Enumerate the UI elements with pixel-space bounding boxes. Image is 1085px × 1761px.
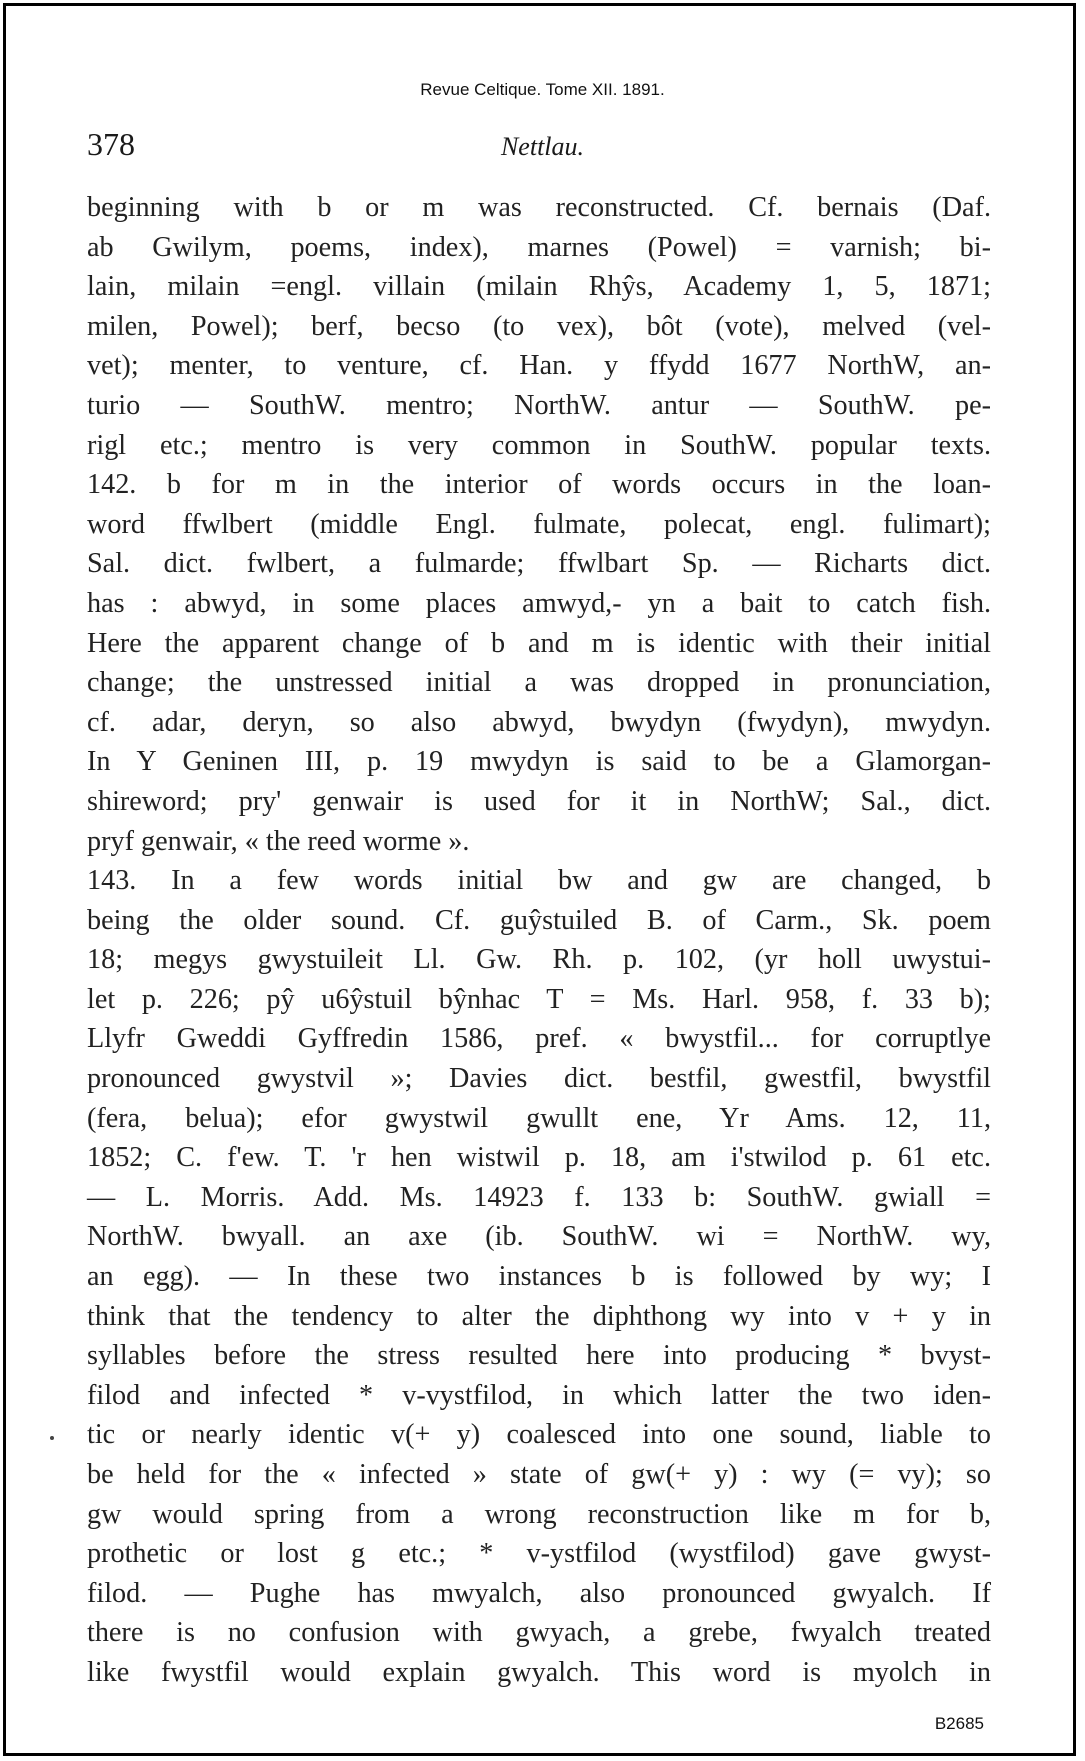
text-line: shireword; pry' genwair is used for it in NorthW; Sal., dict. (87, 785, 991, 817)
text-line: prothetic or lost g etc.; * v-ystfilod (wystfilod) gave gwyst- (87, 1538, 991, 1570)
text-line: an egg). — In these two instances b is followed by wy; I (87, 1261, 991, 1293)
text-line: pronounced gwystvil »; Davies dict. bestfil, gwestfil, bwystfil (87, 1063, 991, 1095)
text-line: 142. b for m in the interior of words occurs in the loan- (87, 469, 991, 501)
text-line: — L. Morris. Add. Ms. 14923 f. 133 b: SouthW. gwiall = (87, 1181, 991, 1213)
text-line: 18; megys gwystuileit Ll. Gw. Rh. p. 102, (yr holl uwystui- (87, 944, 991, 976)
text-line: tic or nearly identic v(+ y) coalesced into one sound, liable to (87, 1419, 991, 1451)
document-code: B2685 (934, 1714, 984, 1733)
text-line: Sal. dict. fwlbert, a fulmarde; ffwlbart Sp. — Richarts dict. (87, 548, 991, 580)
text-line: has : abwyd, in some places amwyd,- yn a bait to catch fish. (87, 587, 991, 619)
text-line: cf. adar, deryn, so also abwyd, bwydyn (fwydyn), mwydyn. (87, 706, 991, 738)
text-line: 1852; C. f'ew. T. 'r hen wistwil p. 18, am i'stwilod p. 61 etc. (87, 1142, 991, 1174)
text-line: In Y Geninen III, p. 19 mwydyn is said to be a Glamorgan- (87, 746, 991, 778)
text-line: filod. — Pughe has mwyalch, also pronounced gwyalch. If (87, 1577, 991, 1609)
text-line: rigl etc.; mentro is very common in SouthW. popular texts. (87, 429, 991, 461)
text-line: milen, Powel); berf, becso (to vex), bôt (vote), melved (vel- (87, 310, 991, 342)
running-head: Nettlau. (500, 132, 585, 161)
text-line: Here the apparent change of b and m is identic with their initial (87, 627, 991, 659)
text-line: (fera, belua); efor gwystwil gwullt ene, Yr Ams. 12, 11, (87, 1102, 991, 1134)
text-line: be held for the « infected » state of gw(+ y) : wy (= vy); so (87, 1459, 991, 1490)
text-line: filod and infected * v-vystfilod, in which latter the two iden- (87, 1379, 991, 1411)
print-speck (50, 1436, 54, 1440)
text-line: change; the unstressed initial a was dropped in pronunciation, (87, 667, 991, 699)
text-line: think that the tendency to alter the diphthong wy into v + y in (87, 1300, 991, 1332)
source-citation: Revue Celtique. Tome XII. 1891. (420, 80, 665, 99)
page-number: 378 (87, 126, 135, 162)
text-line: syllables before the stress resulted here into producing * bvyst- (87, 1340, 991, 1372)
text-line: pryf genwair, « the reed worme ». (87, 825, 470, 857)
text-line: NorthW. bwyall. an axe (ib. SouthW. wi = NorthW. wy, (87, 1221, 991, 1253)
text-line: like fwystfil would explain gwyalch. This word is myolch in (87, 1656, 991, 1688)
text-line: vet); menter, to venture, cf. Han. y ffydd 1677 NorthW, an- (87, 350, 991, 382)
text-line: let p. 226; pŷ u6ŷstuil bŷnhac T = Ms. Harl. 958, f. 33 b); (87, 983, 991, 1015)
text-line: ab Gwilym, poems, index), marnes (Powel) = varnish; bi- (87, 231, 991, 263)
body-text (87, 188, 991, 1693)
text-line: Llyfr Gweddi Gyffredin 1586, pref. « bwystfil... for corruptlye (87, 1023, 991, 1055)
text-line: beginning with b or m was reconstructed. Cf. bernais (Daf. (87, 192, 991, 223)
text-line: lain, milain =engl. villain (milain Rhŷs, Academy 1, 5, 1871; (87, 271, 991, 303)
text-line: 143. In a few words initial bw and gw are changed, b (87, 865, 991, 897)
text-line: word ffwlbert (middle Engl. fulmate, polecat, engl. fulimart); (87, 508, 991, 540)
text-line: gw would spring from a wrong reconstruction like m for b, (87, 1498, 991, 1530)
text-line: there is no confusion with gwyach, a grebe, fwyalch treated (87, 1617, 991, 1649)
text-line: being the older sound. Cf. guŷstuiled B. of Carm., Sk. poem (87, 904, 991, 936)
text-line: turio — SouthW. mentro; NorthW. antur — SouthW. pe- (87, 389, 991, 421)
